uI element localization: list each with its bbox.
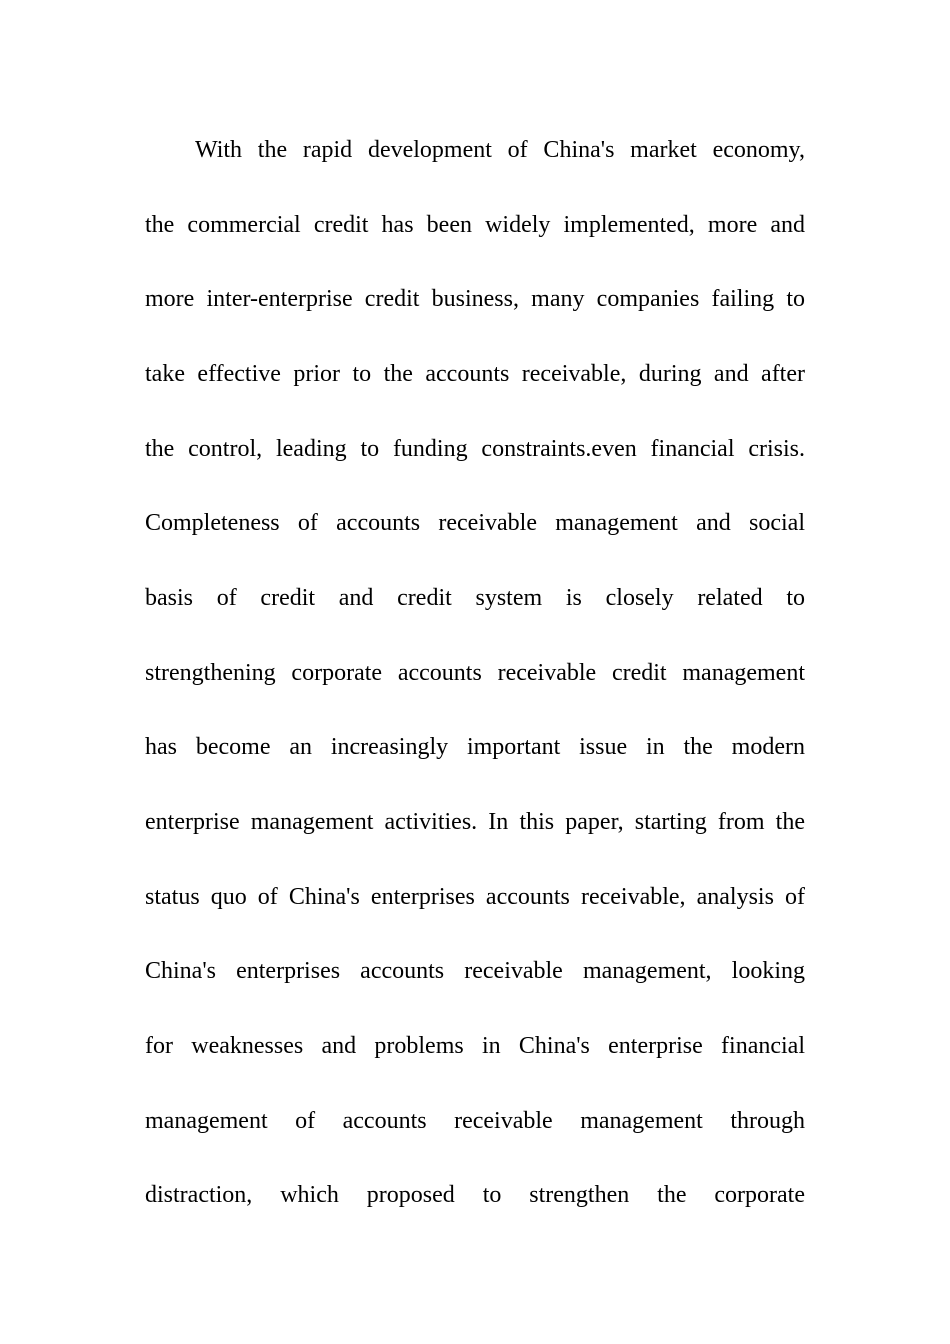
paragraph-line: has become an increasingly important issue in the modern	[145, 734, 805, 760]
paragraph-line: take effective prior to the accounts receivable, during and after	[145, 361, 805, 387]
paragraph-line: With the rapid development of China's market economy,	[195, 137, 805, 163]
paragraph-line: basis of credit and credit system is closely related to	[145, 585, 805, 611]
paragraph-line: status quo of China's enterprises accounts receivable, analysis of	[145, 884, 805, 910]
paragraph-line: management of accounts receivable management through	[145, 1108, 805, 1134]
paragraph-line: distraction, which proposed to strengthen the corporate	[145, 1182, 805, 1208]
paragraph-line: the control, leading to funding constraints.even financial crisis.	[145, 436, 805, 462]
paragraph-line: China's enterprises accounts receivable management, looking	[145, 958, 805, 984]
paragraph-line: for weaknesses and problems in China's enterprise financial	[145, 1033, 805, 1059]
paragraph-line: the commercial credit has been widely implemented, more and	[145, 212, 805, 238]
paragraph-line: strengthening corporate accounts receivable credit management	[145, 660, 805, 686]
paragraph-line: more inter-enterprise credit business, many companies failing to	[145, 286, 805, 312]
paragraph-line: enterprise management activities. In this paper, starting from the	[145, 809, 805, 835]
paragraph-line: Completeness of accounts receivable management and social	[145, 510, 805, 536]
